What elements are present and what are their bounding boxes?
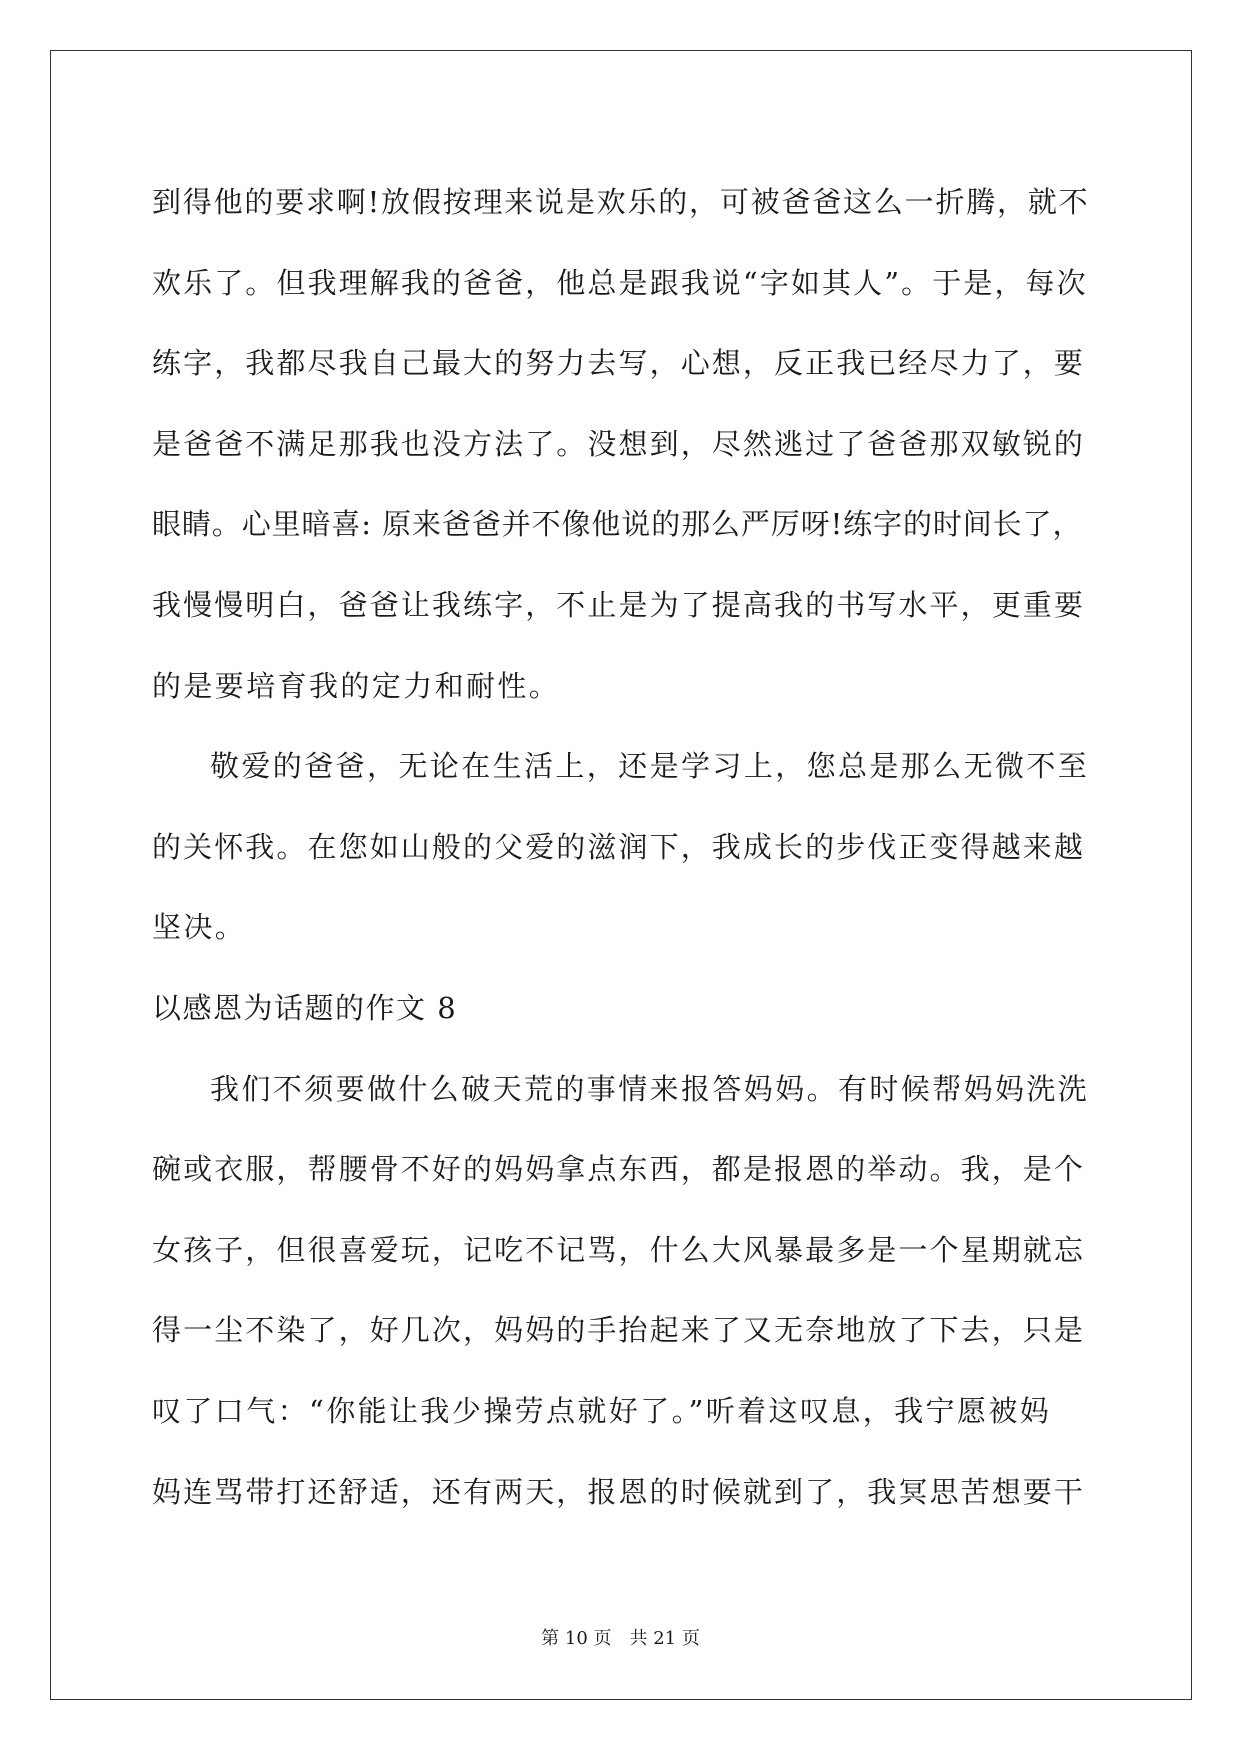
- essay-heading: 以感恩为话题的作文 8: [152, 990, 458, 1025]
- text-line: 叹了口气：“你能让我少操劳点就好了。”听着这叹息，我宁愿被妈: [152, 1393, 1052, 1428]
- text-line: 碗或衣服，帮腰骨不好的妈妈拿点东西，都是报恩的举动。我，是个: [152, 1152, 1086, 1187]
- text-block-2: [152, 1049, 1090, 1533]
- text-line: 得一尘不染了，好几次，妈妈的手抬起来了又无奈地放了下去，只是: [152, 1313, 1086, 1348]
- text-line: 女孩子，但很喜爱玩，记吃不记骂，什么大风暴最多是一个星期就忘: [152, 1232, 1086, 1267]
- text-line: 我慢慢明白，爸爸让我练字，不止是为了提高我的书写水平，更重要: [152, 587, 1086, 622]
- text-block-1: [152, 162, 1090, 968]
- page-number: 第 10 页 共 21 页: [541, 1628, 700, 1649]
- text-line: 眼睛。心里暗喜: 原来爸爸并不像他说的那么严厉呀!练字的时间长了，: [152, 507, 1083, 542]
- text-line-indented: 我们不须要做什么破天荒的事情来报答妈妈。有时候帮妈妈洗洗: [210, 1071, 1090, 1106]
- text-line: 练字，我都尽我自己最大的努力去写，心想，反正我已经尽力了，要: [152, 346, 1086, 381]
- text-line: 是爸爸不满足那我也没方法了。没想到，尽然逃过了爸爸那双敏锐的: [152, 426, 1086, 461]
- text-line: 欢乐了。但我理解我的爸爸，他总是跟我说“字如其人”。于是，每次: [152, 265, 1088, 300]
- text-line: 的关怀我。在您如山般的父爱的滋润下，我成长的步伐正变得越来越: [152, 829, 1086, 864]
- document-body: [152, 162, 1090, 1532]
- text-line: 的是要培育我的定力和耐性。: [152, 668, 561, 703]
- text-line: 坚决。: [152, 910, 247, 945]
- text-line-indented: 敬爱的爸爸，无论在生活上，还是学习上，您总是那么无微不至: [210, 749, 1090, 784]
- text-line: 妈连骂带打还舒适，还有两天，报恩的时候就到了，我冥思苦想要干: [152, 1474, 1086, 1509]
- text-line: 到得他的要求啊!放假按理来说是欢乐的，可被爸爸这么一折腾，就不: [152, 185, 1090, 219]
